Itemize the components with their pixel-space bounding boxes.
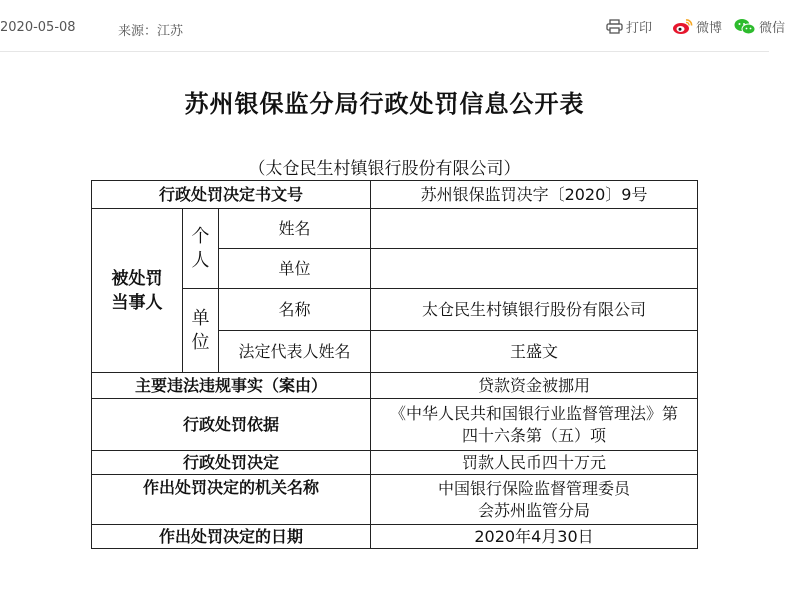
penalty-basis-label: 行政处罚依据 bbox=[92, 399, 371, 451]
legal-rep-value: 王盛文 bbox=[371, 331, 698, 373]
weibo-share-button[interactable] bbox=[672, 17, 722, 36]
article-meta-bar bbox=[0, 0, 785, 52]
penalty-info-table bbox=[91, 180, 698, 549]
wechat-icon bbox=[734, 18, 756, 35]
table-row bbox=[92, 373, 698, 399]
person-name-label: 姓名 bbox=[219, 209, 371, 249]
table-row bbox=[92, 451, 698, 475]
decision-date-label: 作出处罚决定的日期 bbox=[92, 525, 371, 549]
doc-number-label: 行政处罚决定书文号 bbox=[92, 181, 371, 209]
unit-label: 单位 bbox=[183, 289, 219, 373]
person-employer-value bbox=[371, 249, 698, 289]
weibo-label: 微博 bbox=[696, 21, 723, 36]
source-label: 来源：江苏 bbox=[118, 24, 184, 39]
wechat-label: 微信 bbox=[759, 21, 785, 36]
authority-value: 中国银行保险监督管理委员会苏州监管分局 bbox=[371, 475, 698, 525]
publish-date: 2020-05-08 bbox=[0, 20, 76, 35]
table-row bbox=[92, 289, 698, 331]
penalized-party-label: 被处罚当事人 bbox=[92, 209, 183, 373]
print-label: 打印 bbox=[626, 21, 653, 36]
person-employer-label: 单位 bbox=[219, 249, 371, 289]
penalty-decision-label: 行政处罚决定 bbox=[92, 451, 371, 475]
page-subtitle: （太仓民生村镇银行股份有限公司） bbox=[248, 159, 521, 179]
table-row bbox=[92, 209, 698, 249]
penalty-decision-value: 罚款人民币四十万元 bbox=[371, 451, 698, 475]
org-name-value: 太仓民生村镇银行股份有限公司 bbox=[371, 289, 698, 331]
person-name-value bbox=[371, 209, 698, 249]
table-row bbox=[92, 525, 698, 549]
weibo-icon bbox=[672, 18, 693, 35]
violation-facts-label: 主要违法违规事实（案由） bbox=[92, 373, 371, 399]
printer-icon bbox=[606, 19, 623, 34]
authority-label: 作出处罚决定的机关名称 bbox=[92, 475, 371, 525]
individual-label: 个人 bbox=[183, 209, 219, 289]
org-name-label: 名称 bbox=[219, 289, 371, 331]
decision-date-value: 2020年4月30日 bbox=[371, 525, 698, 549]
print-button[interactable] bbox=[606, 17, 652, 36]
doc-number-value: 苏州银保监罚决字〔2020〕9号 bbox=[371, 181, 698, 209]
table-row bbox=[92, 181, 698, 209]
violation-facts-value: 贷款资金被挪用 bbox=[371, 373, 698, 399]
page-title: 苏州银保监分局行政处罚信息公开表 bbox=[184, 90, 585, 118]
legal-rep-label: 法定代表人姓名 bbox=[219, 331, 371, 373]
penalty-basis-value: 《中华人民共和国银行业监督管理法》第四十六条第（五）项 bbox=[371, 399, 698, 451]
table-row bbox=[92, 399, 698, 451]
wechat-share-button[interactable] bbox=[734, 17, 785, 36]
table-row bbox=[92, 475, 698, 525]
